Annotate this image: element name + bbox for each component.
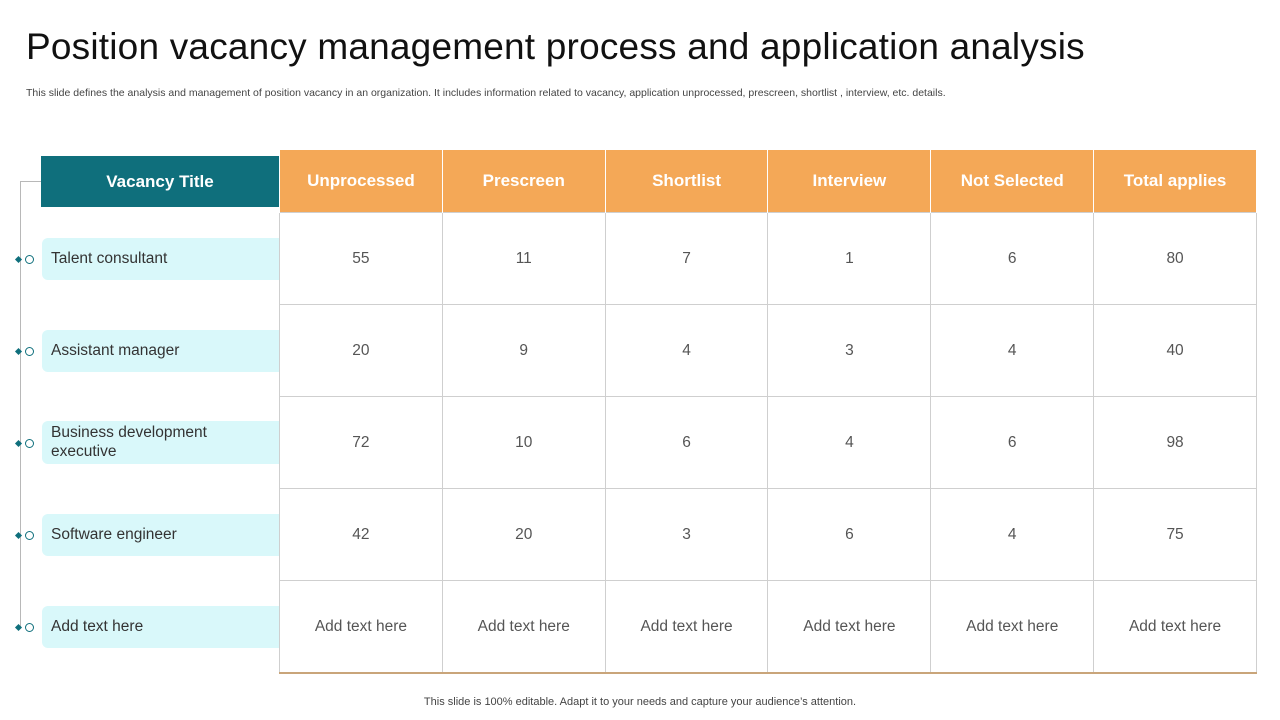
table-cell: 7 <box>605 213 768 305</box>
table-cell: 4 <box>605 305 768 397</box>
diamond-circle-bullet-icon <box>16 254 40 266</box>
vacancy-title-header: Vacancy Title <box>41 156 279 207</box>
table-cell: 75 <box>1094 489 1257 581</box>
table-cell: 3 <box>768 305 931 397</box>
table-cell: 4 <box>931 305 1094 397</box>
table-cell: 6 <box>931 213 1094 305</box>
table-cell: 55 <box>280 213 443 305</box>
column-header-interview: Interview <box>768 150 931 213</box>
row-label-1: Talent consultant <box>42 238 279 280</box>
table-header-row <box>280 150 1257 213</box>
row-label-4: Software engineer <box>42 514 279 556</box>
diamond-circle-bullet-icon <box>16 622 40 634</box>
table-cell: Add text here <box>442 581 605 674</box>
vacancy-data-table <box>279 150 1257 674</box>
table-cell: 11 <box>442 213 605 305</box>
table-cell: 6 <box>768 489 931 581</box>
table-cell: Add text here <box>280 581 443 674</box>
connector-vertical-line <box>20 181 21 627</box>
table-row <box>280 581 1257 674</box>
slide-title: Position vacancy management process and application analysis <box>26 26 1085 67</box>
table-cell: 1 <box>768 213 931 305</box>
table-cell: Add text here <box>768 581 931 674</box>
row-label-3: Business development executive <box>42 421 279 464</box>
row-label-2: Assistant manager <box>42 330 279 372</box>
diamond-circle-bullet-icon <box>16 438 40 450</box>
table-cell: 20 <box>442 489 605 581</box>
connector-top-line <box>20 181 41 182</box>
slide-subtitle: This slide defines the analysis and management of position vacancy in an organization. It includes information related to vacancy, application unprocessed, prescreen, shortlist , interview, etc. details. <box>26 87 946 99</box>
table-cell: 3 <box>605 489 768 581</box>
table-cell: 4 <box>931 489 1094 581</box>
table-cell: 9 <box>442 305 605 397</box>
table-cell: 98 <box>1094 397 1257 489</box>
column-header-not-selected: Not Selected <box>931 150 1094 213</box>
table-cell: 72 <box>280 397 443 489</box>
table-cell: 6 <box>931 397 1094 489</box>
column-header-unprocessed: Unprocessed <box>280 150 443 213</box>
diamond-circle-bullet-icon <box>16 530 40 542</box>
table-row <box>280 305 1257 397</box>
table-cell: Add text here <box>605 581 768 674</box>
table-cell: Add text here <box>1094 581 1257 674</box>
table-row <box>280 213 1257 305</box>
table-cell: 42 <box>280 489 443 581</box>
diamond-circle-bullet-icon <box>16 346 40 358</box>
table-cell: 20 <box>280 305 443 397</box>
table-row <box>280 397 1257 489</box>
table-cell: 4 <box>768 397 931 489</box>
table-cell: 40 <box>1094 305 1257 397</box>
column-header-shortlist: Shortlist <box>605 150 768 213</box>
column-header-prescreen: Prescreen <box>442 150 605 213</box>
table-cell: Add text here <box>931 581 1094 674</box>
table-row <box>280 489 1257 581</box>
column-header-total-applies: Total applies <box>1094 150 1257 213</box>
table-cell: 10 <box>442 397 605 489</box>
row-label-5: Add text here <box>42 606 279 648</box>
slide-footer: This slide is 100% editable. Adapt it to your needs and capture your audience’s attention. <box>423 696 857 708</box>
table-cell: 80 <box>1094 213 1257 305</box>
table-cell: 6 <box>605 397 768 489</box>
